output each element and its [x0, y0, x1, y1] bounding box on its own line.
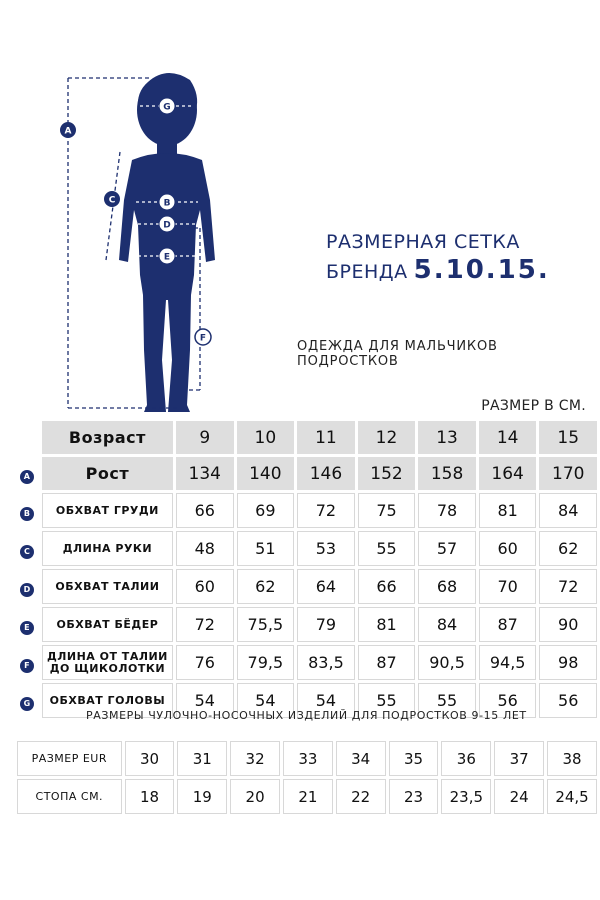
- cell-value: 90,5: [418, 645, 476, 680]
- cell-value: 69: [237, 493, 295, 528]
- eur-value: 32: [230, 741, 280, 776]
- marker-g-icon: [159, 98, 175, 114]
- eur-value: 30: [125, 741, 175, 776]
- cell-value: 90: [539, 607, 597, 642]
- cell-value: 56: [539, 683, 597, 718]
- cell-value: 84: [418, 607, 476, 642]
- row-label: ДЛИНА РУКИ: [42, 531, 173, 566]
- height-value: 158: [418, 457, 476, 490]
- table-row: [15, 493, 597, 528]
- eur-value: 31: [177, 741, 227, 776]
- height-value: 146: [297, 457, 355, 490]
- svg-text:D: D: [163, 220, 171, 231]
- foot-value: 23: [389, 779, 439, 814]
- marker-badge: G: [20, 697, 34, 711]
- cell-value: 54: [176, 683, 234, 718]
- socks-title: РАЗМЕРЫ ЧУЛОЧНО-НОСОЧНЫХ ИЗДЕЛИЙ ДЛЯ ПОДРОСТКОВ 9-15 ЛЕТ: [86, 709, 527, 722]
- table-row: [15, 645, 597, 680]
- cell-value: 72: [539, 569, 597, 604]
- eur-value: 38: [547, 741, 597, 776]
- marker-c-icon: [104, 191, 120, 207]
- marker-badge: B: [20, 507, 34, 521]
- height-value: 140: [237, 457, 295, 490]
- marker-a-icon: [60, 122, 76, 138]
- foot-value: 19: [177, 779, 227, 814]
- age-row: [15, 421, 597, 454]
- cell-value: 62: [237, 569, 295, 604]
- cell-value: 81: [358, 607, 416, 642]
- height-label: Рост: [42, 457, 173, 490]
- cell-value: 98: [539, 645, 597, 680]
- foot-value: 24: [494, 779, 544, 814]
- row-label: ОБХВАТ ГОЛОВЫ: [42, 683, 173, 718]
- cell-value: 79: [297, 607, 355, 642]
- cell-value: 60: [479, 531, 537, 566]
- age-value: 11: [297, 421, 355, 454]
- age-value: 13: [418, 421, 476, 454]
- cell-value: 60: [176, 569, 234, 604]
- cell-value: 72: [297, 493, 355, 528]
- svg-text:F: F: [199, 333, 207, 344]
- cell-value: 94,5: [479, 645, 537, 680]
- svg-text:A: A: [64, 126, 72, 137]
- age-value: 9: [176, 421, 234, 454]
- age-value: 15: [539, 421, 597, 454]
- marker-d-icon: [159, 216, 175, 232]
- row-label: ОБХВАТ ГРУДИ: [42, 493, 173, 528]
- svg-text:B: B: [163, 198, 171, 209]
- cell-value: 75: [358, 493, 416, 528]
- height-value: 170: [539, 457, 597, 490]
- svg-text:C: C: [108, 195, 116, 206]
- cell-value: 81: [479, 493, 537, 528]
- cell-value: 78: [418, 493, 476, 528]
- eur-value: 37: [494, 741, 544, 776]
- svg-text:E: E: [163, 252, 171, 263]
- marker-badge: D: [20, 583, 34, 597]
- cell-value: 62: [539, 531, 597, 566]
- row-label: ОБХВАТ ТАЛИИ: [42, 569, 173, 604]
- marker-e-icon: [159, 248, 175, 264]
- age-value: 14: [479, 421, 537, 454]
- title-brand-prefix: БРЕНДА: [326, 261, 408, 283]
- foot-value: 23,5: [441, 779, 491, 814]
- age-value: 12: [358, 421, 416, 454]
- table-row: [15, 569, 597, 604]
- foot-row: [17, 779, 597, 814]
- height-value: 164: [479, 457, 537, 490]
- eur-value: 35: [389, 741, 439, 776]
- chart-title: [326, 228, 550, 286]
- eur-value: 33: [283, 741, 333, 776]
- cell-value: 75,5: [237, 607, 295, 642]
- size-table: [12, 418, 600, 721]
- eur-row: [17, 741, 597, 776]
- table-row: [15, 607, 597, 642]
- foot-value: 22: [336, 779, 386, 814]
- foot-value: 20: [230, 779, 280, 814]
- marker-badge: F: [20, 659, 34, 673]
- cell-value: 55: [418, 683, 476, 718]
- cell-value: 55: [358, 531, 416, 566]
- socks-table: [14, 738, 600, 817]
- cell-value: 87: [479, 607, 537, 642]
- height-row: [15, 457, 597, 490]
- foot-value: 24,5: [547, 779, 597, 814]
- marker-badge: E: [20, 621, 34, 635]
- foot-label: СТОПА СМ.: [17, 779, 122, 814]
- cell-value: 51: [237, 531, 295, 566]
- cell-value: 68: [418, 569, 476, 604]
- foot-value: 21: [283, 779, 333, 814]
- marker-cell-empty: [15, 421, 39, 454]
- cell-value: 79,5: [237, 645, 295, 680]
- svg-text:G: G: [163, 102, 171, 113]
- eur-value: 36: [441, 741, 491, 776]
- eur-value: 34: [336, 741, 386, 776]
- row-label: ОБХВАТ БЁДЕР: [42, 607, 173, 642]
- cell-value: 72: [176, 607, 234, 642]
- height-value: 152: [358, 457, 416, 490]
- eur-label: РАЗМЕР EUR: [17, 741, 122, 776]
- marker-f-icon: [195, 329, 211, 345]
- cell-value: 70: [479, 569, 537, 604]
- cell-value: 66: [358, 569, 416, 604]
- cell-value: 83,5: [297, 645, 355, 680]
- height-value: 134: [176, 457, 234, 490]
- cell-value: 76: [176, 645, 234, 680]
- cell-value: 54: [297, 683, 355, 718]
- marker-b-icon: [159, 194, 175, 210]
- cell-value: 48: [176, 531, 234, 566]
- cell-value: 84: [539, 493, 597, 528]
- cell-value: 53: [297, 531, 355, 566]
- cell-value: 54: [237, 683, 295, 718]
- body-figure-diagram: [50, 60, 250, 420]
- age-value: 10: [237, 421, 295, 454]
- brand-logo: 5.10.15.: [413, 255, 550, 285]
- row-label: ДЛИНА ОТ ТАЛИИ ДО ЩИКОЛОТКИ: [42, 645, 173, 680]
- cell-value: 56: [479, 683, 537, 718]
- age-label: Возраст: [42, 421, 173, 454]
- marker-badge: C: [20, 545, 34, 559]
- title-line-2: [326, 256, 550, 286]
- title-line-1: РАЗМЕРНАЯ СЕТКА: [326, 231, 520, 253]
- unit-note: РАЗМЕР В СМ.: [481, 398, 586, 414]
- subtitle: ОДЕЖДА ДЛЯ МАЛЬЧИКОВ ПОДРОСТКОВ: [297, 339, 498, 369]
- cell-value: 66: [176, 493, 234, 528]
- cell-value: 57: [418, 531, 476, 566]
- foot-value: 18: [125, 779, 175, 814]
- cell-value: 87: [358, 645, 416, 680]
- marker-a-badge: A: [20, 470, 34, 484]
- cell-value: 55: [358, 683, 416, 718]
- table-row: [15, 531, 597, 566]
- cell-value: 64: [297, 569, 355, 604]
